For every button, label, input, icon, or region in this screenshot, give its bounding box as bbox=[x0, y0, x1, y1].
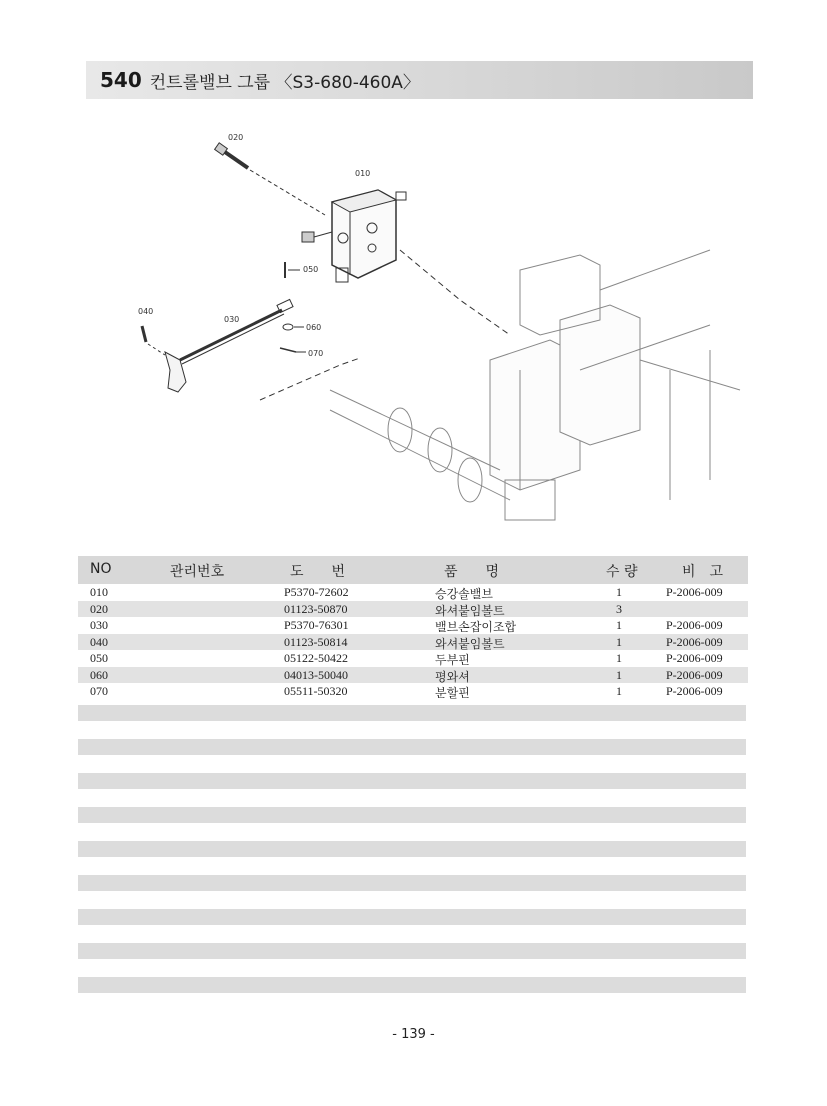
cell-part: 05122-50422 bbox=[284, 651, 348, 665]
cell-no: 030 bbox=[90, 618, 108, 632]
frame-drawing bbox=[330, 250, 740, 520]
header-note: 비 고 bbox=[682, 564, 724, 580]
header-part: 도 번 bbox=[290, 564, 346, 580]
cell-no: 070 bbox=[90, 684, 108, 698]
cell-name: 와셔붙임볼트 bbox=[435, 636, 505, 651]
empty-row-stripe bbox=[78, 807, 746, 823]
table-row bbox=[78, 634, 748, 651]
cell-name: 밸브손잡이조합 bbox=[435, 620, 517, 634]
cell-no: 020 bbox=[90, 601, 108, 616]
empty-row-stripe bbox=[78, 705, 746, 721]
cell-part: P5370-76301 bbox=[284, 618, 349, 632]
callout-020: 020 bbox=[228, 133, 244, 142]
cell-name: 두부핀 bbox=[435, 653, 470, 667]
table-row bbox=[78, 601, 748, 618]
cell-name: 분할핀 bbox=[435, 686, 470, 700]
callout-010: 010 bbox=[355, 169, 371, 178]
empty-row-stripe bbox=[78, 875, 746, 891]
section-title: 컨트롤밸브 그룹 〈S3-680-460A〉 bbox=[149, 72, 420, 93]
callout-070: 070 bbox=[308, 349, 324, 358]
cell-part: 01123-50814 bbox=[284, 634, 348, 649]
cell-qty: 1 bbox=[616, 684, 622, 698]
header-name: 품 명 bbox=[444, 564, 500, 580]
empty-row-stripe bbox=[78, 773, 746, 789]
table-row bbox=[78, 650, 748, 667]
cell-note: P-2006-009 bbox=[666, 684, 723, 698]
empty-row-stripe bbox=[78, 841, 746, 857]
cell-name: 평와셔 bbox=[435, 669, 470, 684]
cell-no: 060 bbox=[90, 667, 108, 682]
empty-row-stripe bbox=[78, 943, 746, 959]
cell-part: 01123-50870 bbox=[284, 601, 348, 616]
table-header bbox=[78, 556, 748, 584]
section-number: 540 bbox=[100, 68, 142, 92]
empty-row-stripe bbox=[78, 909, 746, 925]
cell-part: 05511-50320 bbox=[284, 684, 348, 698]
cell-note: P-2006-009 bbox=[666, 585, 723, 599]
callout-050: 050 bbox=[303, 265, 319, 274]
table-row bbox=[78, 667, 748, 684]
cell-qty: 1 bbox=[616, 651, 622, 665]
header-mgmt: 관리번호 bbox=[170, 564, 225, 580]
cell-qty: 1 bbox=[616, 618, 622, 632]
cell-qty: 1 bbox=[616, 667, 622, 682]
page-number: - 139 - bbox=[392, 1027, 435, 1042]
table-row bbox=[78, 617, 748, 634]
parts-table bbox=[78, 556, 748, 700]
cell-name: 승강솔밸브 bbox=[435, 587, 493, 601]
table-row bbox=[78, 683, 748, 700]
empty-row-stripe bbox=[78, 739, 746, 755]
callout-060: 060 bbox=[306, 323, 322, 332]
cell-qty: 3 bbox=[616, 601, 622, 616]
cell-part: P5370-72602 bbox=[284, 585, 349, 599]
parts-diagram bbox=[110, 120, 750, 540]
header-qty: 수 량 bbox=[606, 564, 638, 580]
cell-no: 010 bbox=[90, 585, 108, 599]
cell-part: 04013-50040 bbox=[284, 667, 348, 682]
empty-row-stripe bbox=[78, 977, 746, 993]
callout-040: 040 bbox=[138, 307, 154, 316]
cell-no: 040 bbox=[90, 634, 108, 649]
cell-qty: 1 bbox=[616, 585, 622, 599]
cell-no: 050 bbox=[90, 651, 108, 665]
callout-030: 030 bbox=[224, 315, 240, 324]
rod-030-drawing bbox=[165, 299, 293, 392]
cell-note: P-2006-009 bbox=[666, 651, 723, 665]
cell-note: P-2006-009 bbox=[666, 634, 723, 649]
cell-note: P-2006-009 bbox=[666, 618, 723, 632]
cell-name: 와셔붙임볼트 bbox=[435, 603, 505, 618]
table-row bbox=[78, 584, 748, 601]
cell-note: P-2006-009 bbox=[666, 667, 723, 682]
title-bar bbox=[86, 61, 753, 99]
cell-qty: 1 bbox=[616, 634, 622, 649]
header-no: NO bbox=[90, 561, 112, 577]
bolt-020-drawing bbox=[215, 143, 248, 168]
